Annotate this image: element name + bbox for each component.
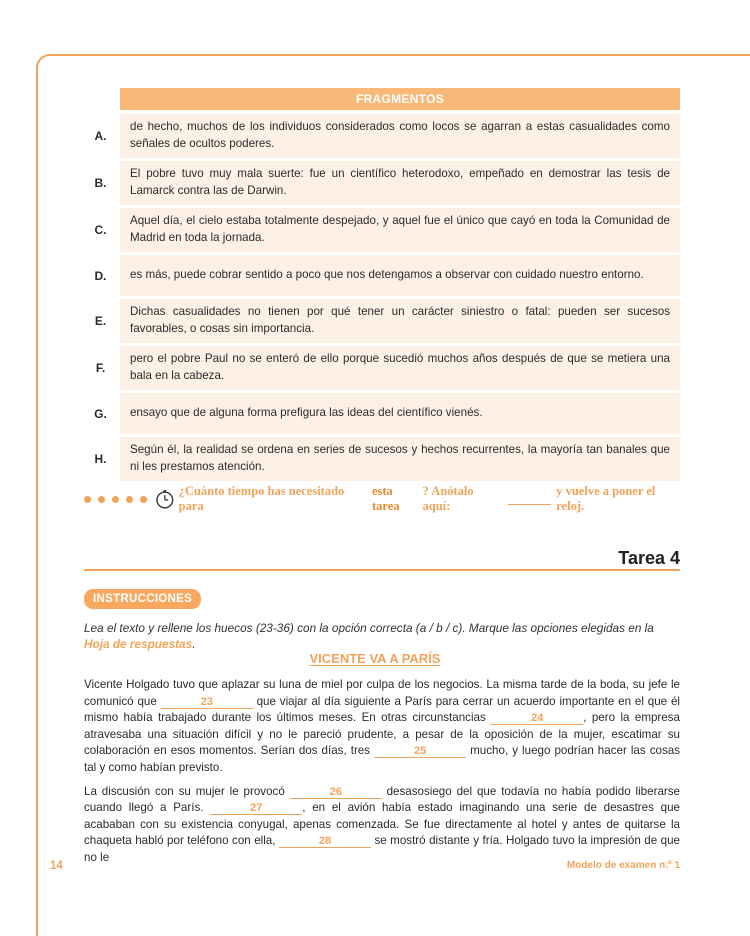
- fragment-text: El pobre tuvo muy mala suerte: fue un científico heterodoxo, empeñado en demostrar las tesis de Lamarck contra las de Darwin.: [120, 161, 680, 205]
- dot: [140, 496, 147, 503]
- timer-text-3: y vuelve a poner el reloj.: [556, 484, 656, 513]
- story-text-segment: Vicente Holgado tuvo que aplazar su luna de miel por culpa de los negocios. La misma tarde de la boda, su jefe le comunicó que: [84, 678, 680, 708]
- fragment-letter: H.: [84, 437, 120, 481]
- fragment-text: ensayo que de alguna forma prefigura las ideas del científico vienés.: [120, 400, 680, 428]
- fragment-text: Aquel día, el cielo estaba totalmente despejado, y aquel fue el único que cayó en toda la Comunidad de Madrid en toda la jornada.: [120, 208, 680, 252]
- fragment-text: Dichas casualidades no tienen por qué tener un carácter siniestro o fatal: pueden ser sucesos favorables, o cosas sin importancia.: [120, 299, 680, 343]
- page-number: 14: [50, 860, 63, 872]
- fragment-letter: A.: [84, 114, 120, 158]
- timer-blank[interactable]: [508, 494, 551, 505]
- fragment-c: [84, 208, 680, 252]
- gap-26[interactable]: 26: [290, 786, 382, 799]
- task-divider: [84, 569, 680, 571]
- instructions-highlight: Hoja de respuestas: [84, 637, 193, 651]
- instructions-end: .: [192, 637, 196, 651]
- story-text-segment: , en el avión había estado imaginando una serie de desastres que acababan con su existencia conyugal, apenas comenzada. Se fue directamente al hotel y antes de quitarse la chaqueta habló por teléfono con ella,: [84, 801, 680, 848]
- story-text-segment: desasosiego del que todavía no había podido liberarse cuando llegó a París.: [84, 784, 680, 815]
- story-text-segment: mucho, y luego podrían hacer las cosas tal y como habían previsto.: [84, 744, 680, 774]
- timer-text-2: ? Anótalo aquí:: [422, 484, 474, 513]
- story-paragraph-2: [84, 784, 680, 867]
- story-title: [0, 650, 750, 668]
- task-title: Tarea 4: [618, 548, 680, 568]
- fragment-text: de hecho, muchos de los individuos considerados como locos se agarran a estas casualidades como señales de ocultos poderes.: [120, 114, 680, 158]
- footer-label: Modelo de examen n.º 1: [566, 860, 680, 871]
- fragment-letter: E.: [84, 299, 120, 343]
- fragment-e: [84, 299, 680, 343]
- fragment-d: [84, 255, 680, 296]
- fragment-letter: F.: [84, 346, 120, 390]
- story-text-segment: , pero la empresa atravesaba una situación difícil y no le pareció prudente, a pesar de la oposición de la mujer, escatimar su colaboración en esos momentos. Serían dos días, tres: [84, 711, 680, 758]
- fragments-header: FRAGMENTOS: [120, 88, 680, 110]
- gap-28[interactable]: 28: [279, 835, 371, 848]
- story-text-segment: La discusión con su mujer le provocó: [84, 784, 290, 798]
- dot: [84, 496, 91, 503]
- fragment-letter: C.: [84, 208, 120, 252]
- timer-dots: [84, 496, 147, 503]
- timer-text-em: esta tarea: [371, 484, 400, 513]
- fragment-letter: B.: [84, 161, 120, 205]
- gap-27[interactable]: 27: [210, 802, 302, 815]
- story-title-text: VICENTE VA A PARÍS: [309, 651, 441, 666]
- story-paragraph-1: [84, 677, 680, 777]
- dot: [98, 496, 105, 503]
- gap-25[interactable]: 25: [374, 745, 466, 758]
- fragment-g: [84, 393, 680, 434]
- instructions-body: Lea el texto y rellene los huecos (23-36) con la opción correcta (a / b / c). Marque las opciones elegidas en la: [84, 621, 654, 635]
- story-text-segment: se mostró distante y fría. Holgado tuvo la impresión de que no le: [84, 834, 680, 864]
- fragment-text: es más, puede cobrar sentido a poco que nos detengamos a observar con cuidado nuestro entorno.: [120, 262, 680, 290]
- timer-line: [84, 484, 684, 513]
- fragment-letter: G.: [84, 393, 120, 434]
- fragment-text: Según él, la realidad se ordena en series de sucesos y hechos recurrentes, la mayoría tan banales que ni les prestamos atención.: [120, 437, 680, 481]
- fragment-b: [84, 161, 680, 205]
- dot: [126, 496, 133, 503]
- fragment-a: [84, 114, 680, 158]
- clock-icon: [155, 489, 175, 509]
- story-text: [84, 677, 680, 874]
- fragment-h: [84, 437, 680, 481]
- instructions-text: [84, 620, 680, 652]
- timer-text-1: ¿Cuánto tiempo has necesitado para: [178, 484, 345, 513]
- fragment-text: pero el pobre Paul no se enteró de ello porque sucedió muchos años después de que se metiera una bala en la cabeza.: [120, 346, 680, 390]
- fragment-f: [84, 346, 680, 390]
- instructions-badge: INSTRUCCIONES: [84, 589, 201, 609]
- gap-23[interactable]: 23: [161, 696, 253, 709]
- fragment-letter: D.: [84, 255, 120, 296]
- gap-24[interactable]: 24: [491, 712, 583, 725]
- story-text-segment: que viajar al día siguiente a París para cerrar un acuerdo importante en el que él mismo había trabajado durante los últimos meses. En otras circunstancias: [84, 694, 681, 725]
- dot: [112, 496, 119, 503]
- fragments-list: [84, 114, 680, 484]
